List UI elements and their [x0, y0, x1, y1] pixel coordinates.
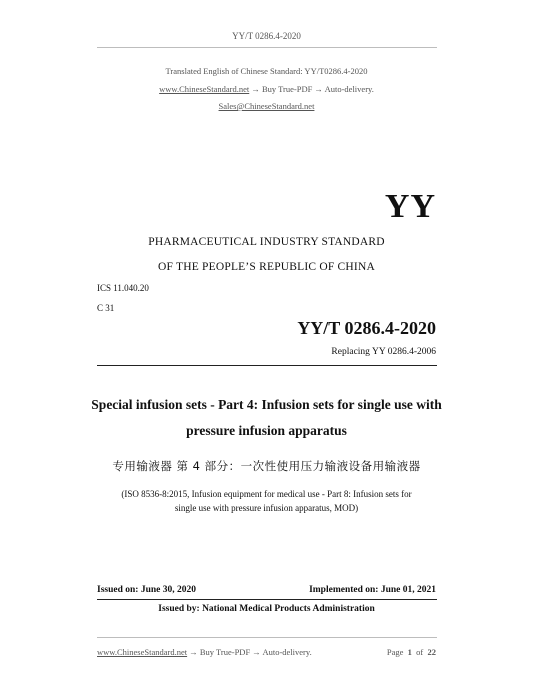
issue-divider	[97, 599, 437, 600]
translation-notice: Translated English of Chinese Standard: YY/T0286.4-2020	[165, 66, 368, 76]
header-divider	[97, 47, 437, 48]
footer-divider	[97, 637, 437, 638]
footer-site-link[interactable]: www.ChineseStandard.net	[97, 647, 188, 657]
standard-code: YY/T 0286.4-2020	[297, 318, 436, 338]
replacing-note: Replacing YY 0286.4-2006	[331, 347, 436, 357]
org-line-2: OF THE PEOPLE’S REPUBLIC OF CHINA	[158, 261, 375, 273]
header-standard-number: YY/T 0286.4-2020	[232, 31, 301, 41]
site-link[interactable]: www.ChineseStandard.net	[159, 84, 250, 94]
footer-buy-text: → Buy True-PDF → Auto-delivery.	[187, 647, 312, 657]
title-line-2: pressure infusion apparatus	[186, 423, 347, 438]
sales-email-link[interactable]: Sales@ChineseStandard.net	[218, 101, 315, 111]
org-line-1: PHARMACEUTICAL INDUSTRY STANDARD	[148, 236, 385, 248]
title-divider	[97, 365, 437, 366]
standard-mark: YY	[384, 188, 436, 225]
page-current: 1	[407, 647, 412, 657]
iso-reference-line-2: single use with pressure infusion apparatus, MOD)	[174, 503, 359, 513]
page-label: Page	[386, 647, 404, 657]
footer-buy-line	[97, 647, 312, 657]
issued-date: Issued on: June 30, 2020	[97, 585, 196, 595]
buy-text: → Buy True-PDF → Auto-delivery.	[249, 84, 374, 94]
ics-code: ICS 11.040.20	[97, 283, 149, 293]
page-total: 22	[427, 647, 436, 657]
email-line	[0, 101, 533, 111]
ccs-code: C 31	[97, 303, 115, 313]
page-of: of	[416, 647, 424, 657]
page-indicator	[387, 647, 436, 657]
buy-line	[0, 84, 533, 94]
implemented-date: Implemented on: June 01, 2021	[309, 585, 436, 595]
title-chinese: 专用输液器 第 4 部分：一次性使用压力输液设备用输液器	[112, 459, 421, 473]
iso-reference-line-1: (ISO 8536-8:2015, Infusion equipment for medical use - Part 8: Infusion sets for	[121, 489, 412, 499]
title-line-1: Special infusion sets - Part 4: Infusion sets for single use with	[91, 397, 442, 412]
issuing-authority: Issued by: National Medical Products Administration	[158, 604, 375, 614]
